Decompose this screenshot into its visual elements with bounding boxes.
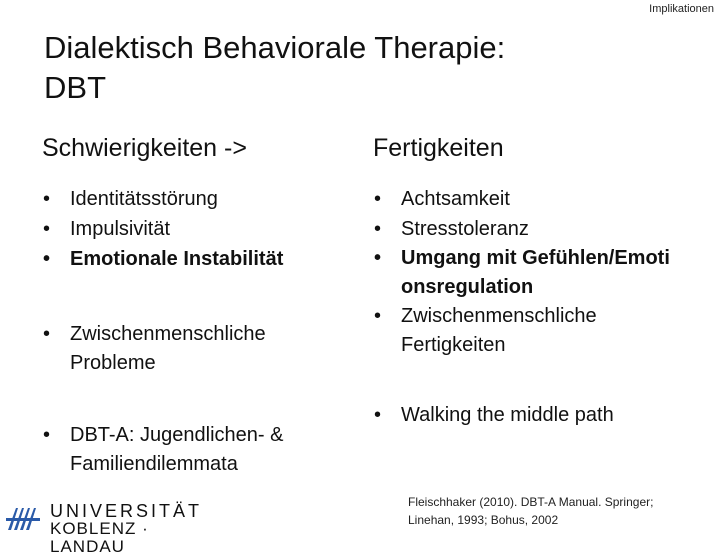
reference-note	[408, 493, 708, 529]
university-logo	[4, 500, 204, 556]
list-item: • Stresstoleranz	[373, 214, 693, 244]
list-item: • Achtsamkeit	[373, 184, 693, 214]
list-item: • DBT-A: Jugendlichen- & Familiendilemmata	[42, 421, 342, 479]
left-column-heading: Schwierigkeiten ->	[42, 134, 247, 162]
list-item: • Identitätsstörung	[42, 184, 342, 214]
difficulties-list	[42, 184, 342, 479]
slide-title	[44, 28, 684, 108]
reference-line-1: Fleischhaker (2010). DBT-A Manual. Springer;	[408, 495, 654, 509]
reference-line-2: Linehan, 1993; Bohus, 2002	[408, 513, 559, 527]
slide-section-tag: Implikationen	[649, 3, 714, 15]
list-item: • Zwischenmenschliche Fertigkeiten	[373, 302, 693, 360]
list-item: • Impulsivität	[42, 214, 342, 244]
skills-list	[373, 184, 693, 430]
list-item: • Emotionale Instabilität	[42, 244, 342, 274]
right-column	[373, 132, 693, 430]
title-line-2: DBT	[44, 70, 106, 105]
right-column-heading: Fertigkeiten	[373, 134, 504, 162]
university-logo-mark-icon	[4, 500, 44, 538]
logo-line-1: UNIVERSITÄT	[50, 501, 203, 521]
list-item: • Walking the middle path	[373, 400, 693, 430]
list-item: • Umgang mit Gefühlen/Emotionsregulation	[373, 244, 676, 302]
left-column	[42, 132, 342, 479]
list-item: • Zwischenmenschliche Probleme	[42, 320, 342, 378]
logo-line-2: KOBLENZ · LANDAU	[50, 519, 149, 556]
title-line-1: Dialektisch Behaviorale Therapie:	[44, 30, 506, 65]
